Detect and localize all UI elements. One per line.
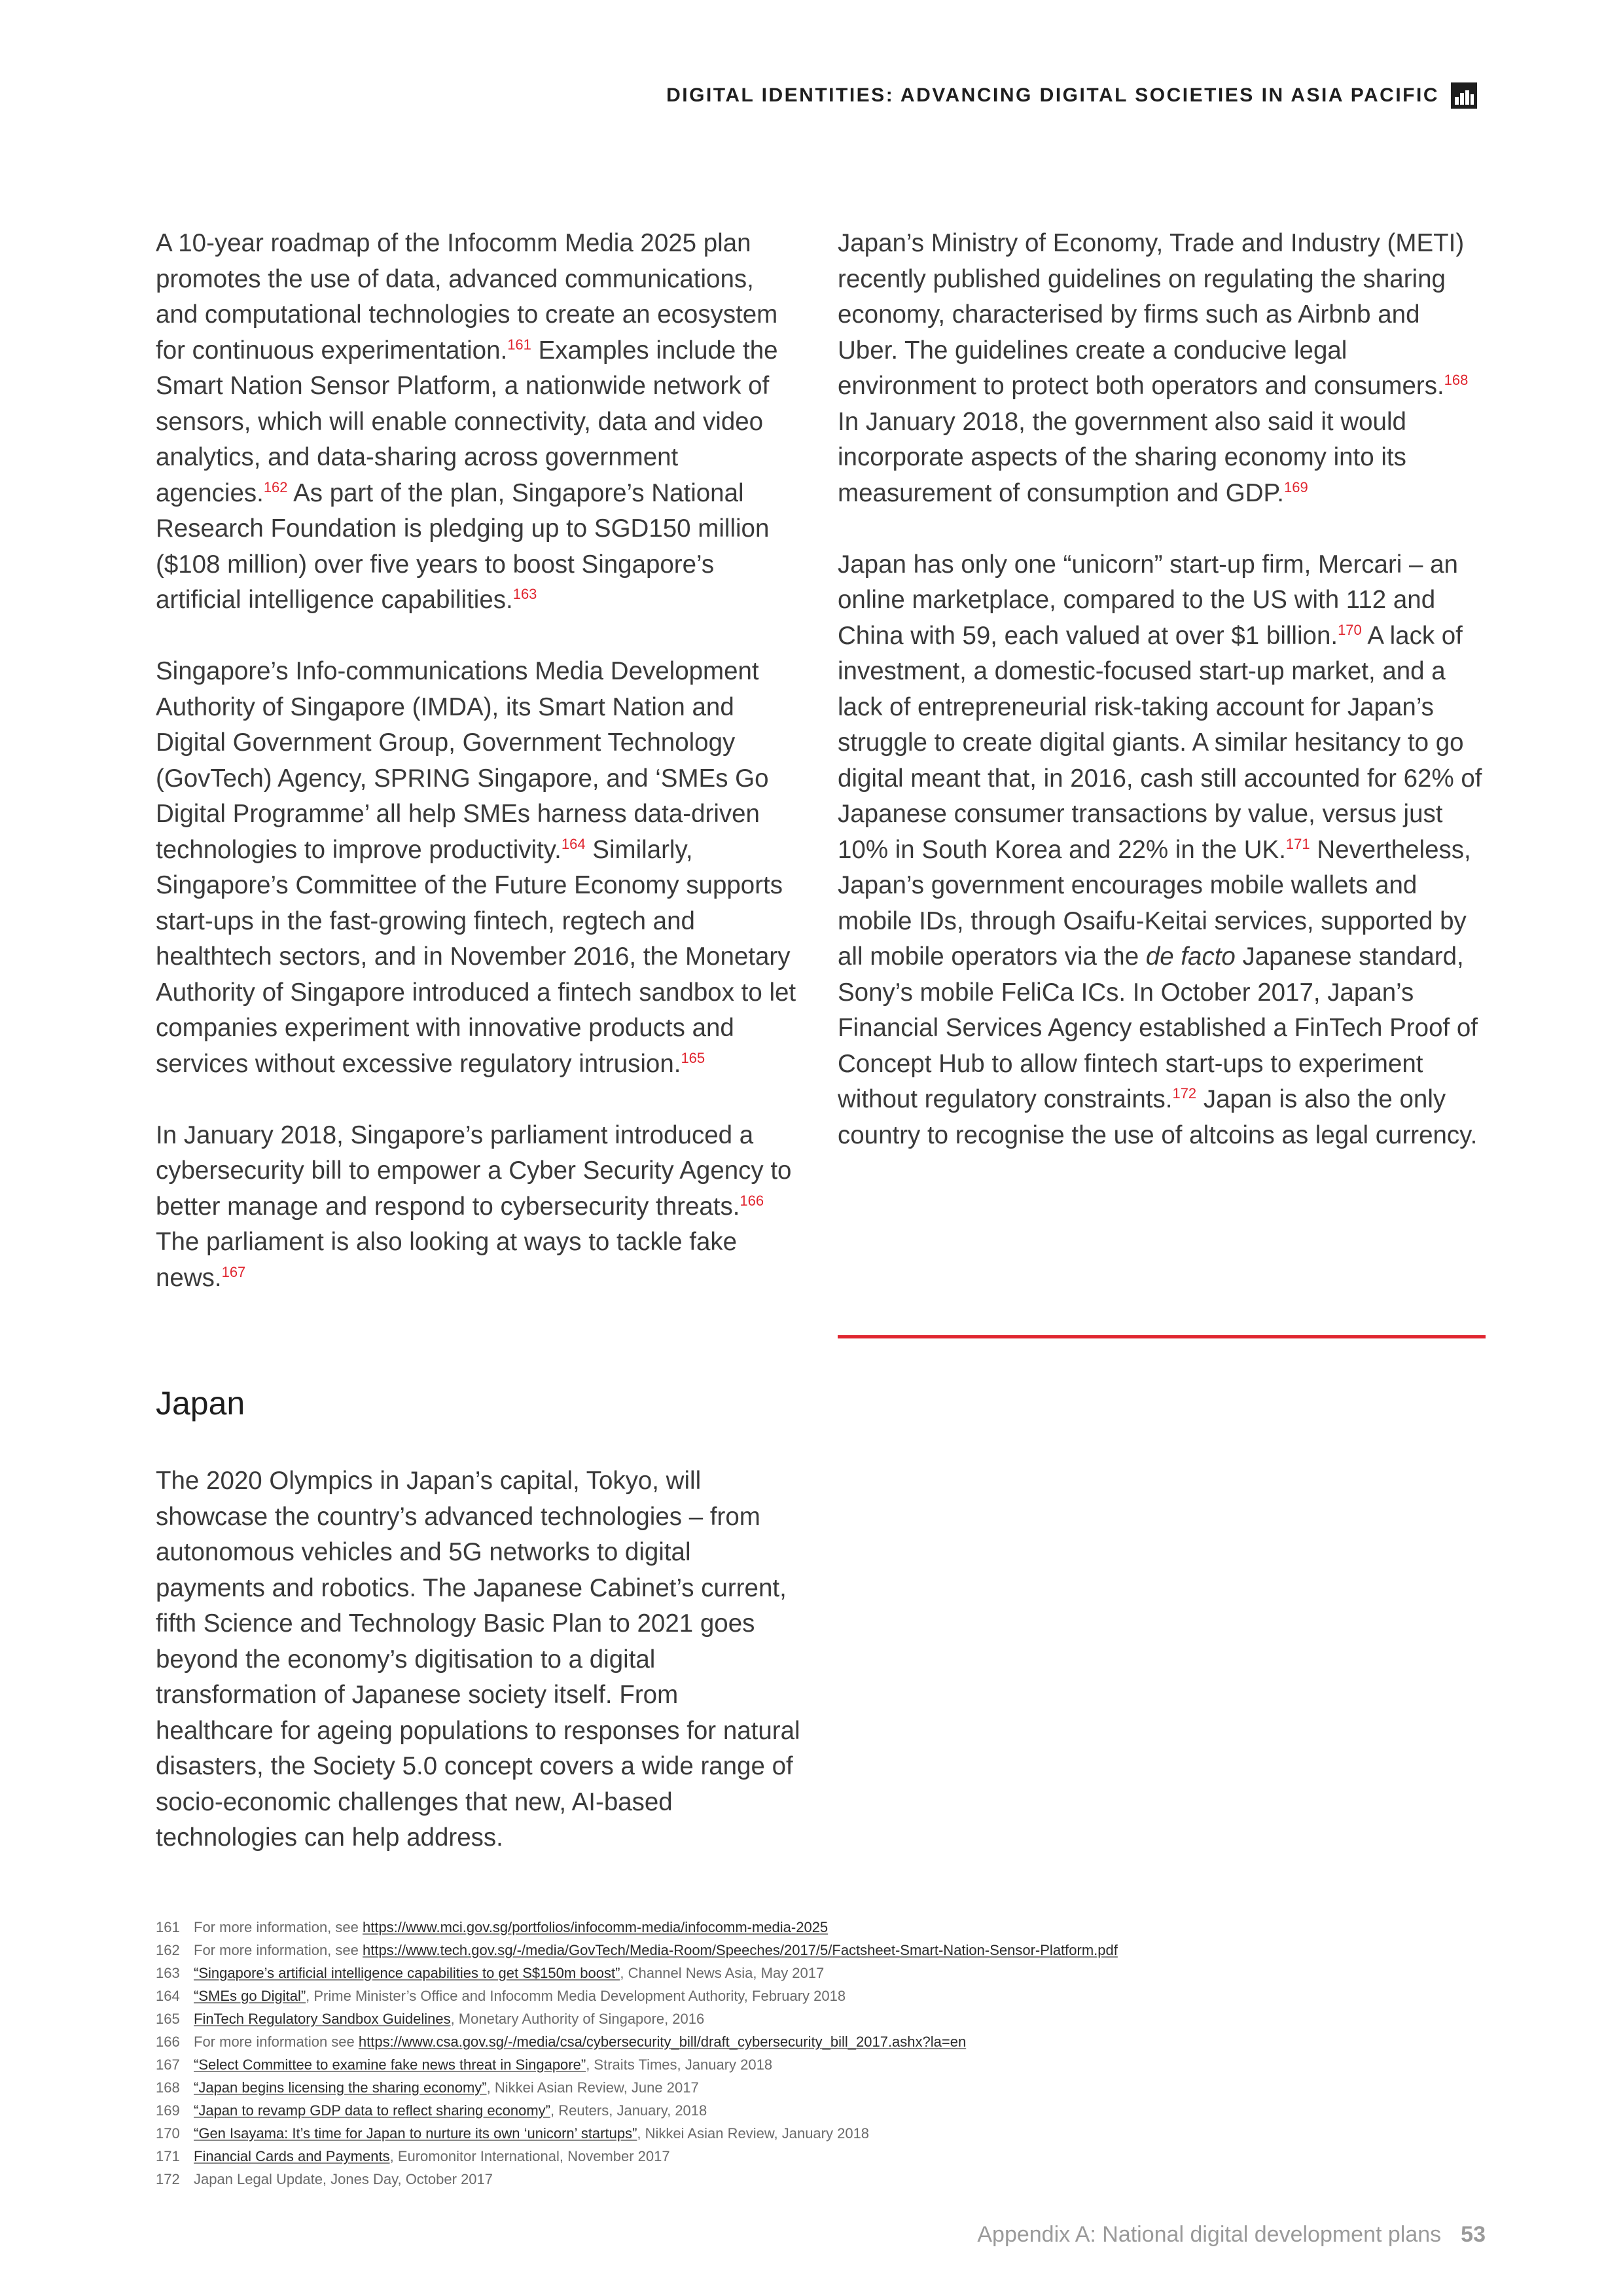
paragraph-meti — [838, 226, 1486, 511]
footnote-number: 162 — [156, 1942, 180, 1958]
footnote-ref[interactable]: 171 — [1285, 835, 1310, 852]
footnote-text — [194, 2099, 707, 2122]
paragraph-imda — [156, 654, 800, 1082]
footnote-ref[interactable]: 166 — [740, 1192, 764, 1209]
footnote-source: , Straits Times, January 2018 — [586, 2056, 773, 2073]
footnote-item — [156, 2030, 1491, 2053]
footer-section-title: Appendix A: National digital development plans — [977, 2222, 1442, 2247]
footnote-source: , Channel News Asia, May 2017 — [620, 1965, 825, 1981]
footnote-text — [194, 2122, 869, 2145]
paragraph-text: Nevertheless, Japan’s government encourages mobile wallets and mobile IDs, through Osaifu-Keitai services, supported by all mobile operators via the — [838, 835, 1471, 971]
paragraph-text: A lack of investment, a domestic-focused start-up market, and a lack of entrepreneurial risk-taking account for Japan’s struggle to create digital giants. A similar hesitancy to go digital meant that, in 2016, cash still accounted for 62% of Japanese consumer transactions by value, versus just 10% in South Korea and 22% in the UK. — [838, 621, 1482, 864]
footnote-item — [156, 2053, 1491, 2076]
footnote-source: , Euromonitor International, November 2017 — [389, 2148, 670, 2164]
paragraph-text: In January 2018, Singapore’s parliament introduced a cybersecurity bill to empower a Cyber Security Agency to better manage and respond to cybersecurity threats. — [156, 1121, 792, 1221]
paragraph-text: A 10-year roadmap of the Infocomm Media 2025 plan promotes the use of data, advanced communications, and computational technologies to create an ecosystem for continuous experimentation. — [156, 229, 778, 365]
emphasis-text: de facto — [1145, 942, 1236, 971]
page-footer — [977, 2222, 1486, 2248]
footnote-item — [156, 2122, 1491, 2145]
right-column — [838, 226, 1486, 1189]
footnote-prefix: For more information, see — [194, 1919, 363, 1935]
footnote-number: 168 — [156, 2079, 180, 2096]
footnote-source: , Prime Minister’s Office and Infocomm Media Development Authority, February 2018 — [306, 1988, 846, 2004]
footnote-link[interactable]: “Japan begins licensing the sharing economy” — [194, 2079, 487, 2096]
footnote-number: 161 — [156, 1919, 180, 1935]
footnote-item — [156, 1916, 1491, 1939]
header-title: DIGITAL IDENTITIES: ADVANCING DIGITAL SOCIETIES IN ASIA PACIFIC — [666, 84, 1439, 106]
footnote-source: , Reuters, January, 2018 — [550, 2102, 707, 2119]
footnote-text — [194, 1962, 824, 1984]
footnote-link[interactable]: “Select Committee to examine fake news threat in Singapore” — [194, 2056, 586, 2073]
paragraph-text: Japanese standard, Sony’s mobile FeliCa ICs. In October 2017, Japan’s Financial Services Agency established a FinTech Proof of Concept Hub to allow fintech start-ups to experiment without regulatory constraints. — [838, 942, 1478, 1113]
paragraph-text: Japan is also the only country to recognise the use of altcoins as legal currency. — [838, 1085, 1478, 1149]
footnote-number: 171 — [156, 2148, 180, 2164]
footnote-ref[interactable]: 169 — [1283, 478, 1308, 495]
footnote-text — [194, 1984, 846, 2007]
paragraph-infocomm-plan — [156, 226, 800, 619]
footnote-link[interactable]: Financial Cards and Payments — [194, 2148, 390, 2164]
footnote-text — [194, 2145, 670, 2168]
footnotes-list — [156, 1916, 1491, 2191]
footnote-ref[interactable]: 172 — [1172, 1085, 1197, 1102]
footnote-item — [156, 2076, 1491, 2099]
footnote-number: 172 — [156, 2171, 180, 2187]
page-number: 53 — [1461, 2222, 1486, 2247]
paragraph-text: Japan’s Ministry of Economy, Trade and Industry (METI) recently published guidelines on regulating the sharing economy, characterised by firms such as Airbnb and Uber. The guidelines create a conducive legal environment to protect both operators and consumers. — [838, 229, 1465, 400]
paragraph-text: Examples include the Smart Nation Sensor Platform, a nationwide network of sensors, which will enable connectivity, data and video analytics, and data-sharing across government agencies. — [156, 336, 778, 507]
footnote-prefix: Japan Legal Update, Jones Day, October 2017 — [194, 2171, 493, 2187]
left-column — [156, 226, 800, 1332]
paragraph-text: The parliament is also looking at ways to tackle fake news. — [156, 1228, 738, 1292]
footnote-ref[interactable]: 167 — [221, 1263, 246, 1280]
footnote-link[interactable]: “SMEs go Digital” — [194, 1988, 306, 2004]
footnote-text — [194, 2007, 704, 2030]
section-heading-japan: Japan — [156, 1385, 245, 1422]
paragraph-text: Japan has only one “unicorn” start-up firm, Mercari – an online marketplace, compared to the US with 112 and China with 59, each valued at over $1 billion. — [838, 550, 1458, 650]
footnote-link[interactable]: FinTech Regulatory Sandbox Guidelines — [194, 2011, 451, 2027]
footnote-ref[interactable]: 170 — [1338, 621, 1362, 638]
footnote-item — [156, 2007, 1491, 2030]
footnote-ref[interactable]: 161 — [507, 336, 531, 353]
footnote-text — [194, 2053, 772, 2076]
footnote-item — [156, 2168, 1491, 2191]
footnote-text — [194, 2168, 493, 2191]
footnote-link[interactable]: https://www.tech.gov.sg/-/media/GovTech/Media-Room/Speeches/2017/5/Factsheet-Smart-Nation-Sensor-Platform.pdf — [362, 1942, 1118, 1958]
paragraph-text: In January 2018, the government also said it would incorporate aspects of the sharing economy into its measurement of consumption and GDP. — [838, 407, 1406, 507]
footnote-item — [156, 1939, 1491, 1962]
footnote-number: 165 — [156, 2011, 180, 2027]
paragraph-text: As part of the plan, Singapore’s National Research Foundation is pledging up to SGD150 million ($108 million) over five years to boost Singapore’s artificial intelligence capabilities. — [156, 478, 770, 614]
footnote-ref[interactable]: 165 — [681, 1049, 705, 1066]
footnote-source: , Monetary Authority of Singapore, 2016 — [450, 2011, 705, 2027]
footnote-link[interactable]: https://www.mci.gov.sg/portfolios/infocomm-media/infocomm-media-2025 — [362, 1919, 829, 1935]
footnote-source: , Nikkei Asian Review, January 2018 — [637, 2125, 870, 2142]
footnote-item — [156, 2145, 1491, 2168]
paragraph-cybersecurity — [156, 1118, 800, 1297]
footnote-link[interactable]: https://www.csa.gov.sg/-/media/csa/cybersecurity_bill/draft_cybersecurity_bill_2017.ashx?la=en — [358, 2034, 967, 2050]
footnote-text — [194, 2076, 699, 2099]
footnote-ref[interactable]: 164 — [561, 835, 586, 852]
footnote-ref[interactable]: 162 — [263, 478, 288, 495]
footnote-text — [194, 1916, 828, 1939]
footnote-number: 167 — [156, 2056, 180, 2073]
red-divider — [838, 1335, 1486, 1338]
footnote-item — [156, 2099, 1491, 2122]
footnote-text — [194, 1939, 1118, 1962]
footnote-number: 170 — [156, 2125, 180, 2142]
footnote-number: 164 — [156, 1988, 180, 2004]
paragraph-unicorn — [838, 547, 1486, 1154]
footnote-ref[interactable]: 168 — [1444, 372, 1469, 389]
footnote-ref[interactable]: 163 — [512, 586, 537, 603]
footnote-source: , Nikkei Asian Review, June 2017 — [486, 2079, 699, 2096]
footnote-number: 163 — [156, 1965, 180, 1981]
footnote-prefix: For more information, see — [194, 1942, 363, 1958]
paragraph-text: Similarly, Singapore’s Committee of the Future Economy supports start-ups in the fast-growing fintech, regtech and healthtech sectors, and in November 2016, the Monetary Authority of Singapore introduced a fintech sandbox to let companies experiment with innovative products and services without excessive regulatory intrusion. — [156, 835, 796, 1078]
page-header — [589, 82, 1477, 109]
paragraph-japan-olympics: The 2020 Olympics in Japan’s capital, Tokyo, will showcase the country’s advanced technologies – from autonomous vehicles and 5G networks to digital payments and robotics. The Japanese Cabinet’s current, fifth Science and Technology Basic Plan to 2021 goes beyond the economy’s digitisation to a digital transformation of Japanese society itself. From healthcare for ageing populations to responses for natural disasters, the Society 5.0 concept covers a wide range of socio-economic challenges that new, AI-based technologies can help address. — [156, 1467, 800, 1852]
footnote-number: 169 — [156, 2102, 180, 2119]
paragraph-text: Singapore’s Info-communications Media Development Authority of Singapore (IMDA), its Smart Nation and Digital Government Group, Government Technology (GovTech) Agency, SPRING Singapore, and ‘SMEs Go Digital Programme’ all help SMEs harness data-driven technologies to improve productivity. — [156, 657, 769, 864]
footnote-link[interactable]: “Gen Isayama: It’s time for Japan to nurture its own ‘unicorn’ startups” — [194, 2125, 637, 2142]
footnote-link[interactable]: “Japan to revamp GDP data to reflect sharing economy” — [194, 2102, 550, 2119]
footnote-item — [156, 1984, 1491, 2007]
footnote-number: 166 — [156, 2034, 180, 2050]
footnote-text — [194, 2030, 966, 2053]
footnote-item — [156, 1962, 1491, 1984]
footnote-prefix: For more information see — [194, 2034, 359, 2050]
gsma-logo-icon — [1451, 82, 1477, 109]
footnote-link[interactable]: “Singapore’s artificial intelligence capabilities to get S$150m boost” — [194, 1965, 620, 1981]
